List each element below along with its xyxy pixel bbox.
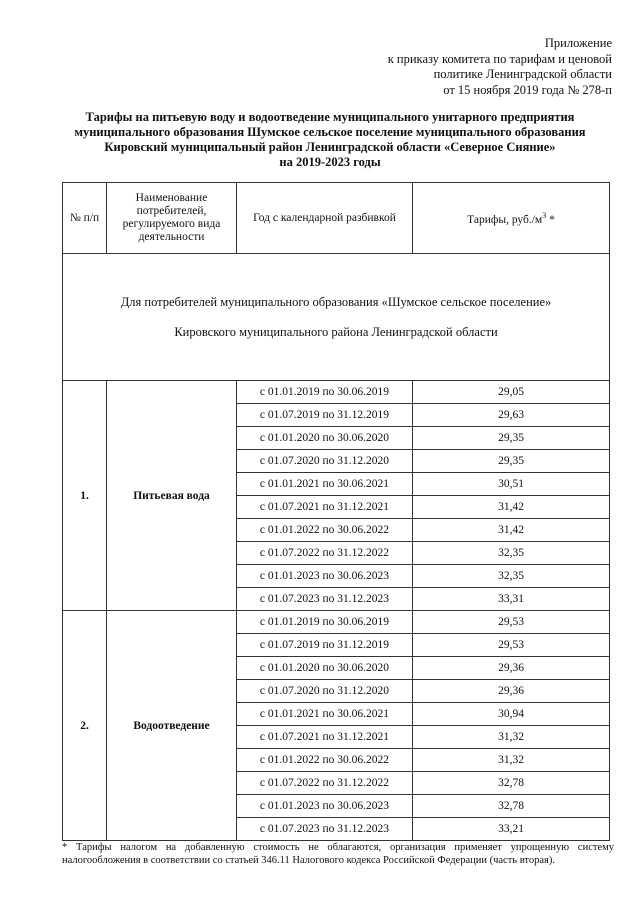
header-tariff-sup: 3 bbox=[542, 211, 547, 221]
header-num: № п/п bbox=[63, 183, 107, 254]
period-cell: с 01.01.2021 по 30.06.2021 bbox=[237, 703, 413, 726]
tariff-table-body bbox=[63, 183, 610, 841]
tariff-cell: 32,35 bbox=[413, 542, 610, 565]
appendix-line: от 15 ноября 2019 года № 278-п bbox=[443, 82, 612, 97]
tariff-cell: 31,42 bbox=[413, 496, 610, 519]
period-cell: с 01.01.2023 по 30.06.2023 bbox=[237, 565, 413, 588]
tariff-cell: 29,35 bbox=[413, 450, 610, 473]
document-title bbox=[40, 110, 620, 170]
tariff-cell: 30,94 bbox=[413, 703, 610, 726]
period-cell: с 01.01.2020 по 30.06.2020 bbox=[237, 657, 413, 680]
period-cell: с 01.07.2020 по 31.12.2020 bbox=[237, 680, 413, 703]
title-line: на 2019-2023 годы bbox=[279, 155, 381, 169]
header-consumer: Наименование потребителей, регулируемого вида деятельности bbox=[107, 183, 237, 254]
period-cell: с 01.07.2022 по 31.12.2022 bbox=[237, 772, 413, 795]
appendix-title: Приложение bbox=[544, 36, 612, 50]
tariff-cell: 29,36 bbox=[413, 657, 610, 680]
table-row bbox=[63, 611, 610, 634]
tariff-cell: 33,31 bbox=[413, 588, 610, 611]
appendix-line: к приказу комитета по тарифам и ценовой bbox=[387, 51, 612, 66]
period-cell: с 01.01.2022 по 30.06.2022 bbox=[237, 519, 413, 542]
tariff-cell: 29,36 bbox=[413, 680, 610, 703]
header-period: Год с календарной разбивкой bbox=[237, 183, 413, 254]
tariff-cell: 29,05 bbox=[413, 381, 610, 404]
service-number: 1. bbox=[63, 381, 107, 611]
period-cell: с 01.01.2020 по 30.06.2020 bbox=[237, 427, 413, 450]
table-header-row bbox=[63, 183, 610, 254]
period-cell: с 01.01.2021 по 30.06.2021 bbox=[237, 473, 413, 496]
tariff-cell: 30,51 bbox=[413, 473, 610, 496]
tariff-cell: 29,35 bbox=[413, 427, 610, 450]
tariff-cell: 29,63 bbox=[413, 404, 610, 427]
tariff-cell: 31,32 bbox=[413, 726, 610, 749]
tariff-cell: 29,53 bbox=[413, 634, 610, 657]
appendix-line: политике Ленинградской области bbox=[433, 67, 612, 81]
period-cell: с 01.07.2023 по 31.12.2023 bbox=[237, 588, 413, 611]
period-cell: с 01.01.2023 по 30.06.2023 bbox=[237, 795, 413, 818]
tariff-table bbox=[62, 182, 610, 841]
appendix-block bbox=[312, 36, 612, 98]
tariff-cell: 29,53 bbox=[413, 611, 610, 634]
tariff-cell: 32,35 bbox=[413, 565, 610, 588]
group-line: Кировского муниципального района Ленинградской области bbox=[174, 325, 498, 339]
tariff-cell: 32,78 bbox=[413, 795, 610, 818]
group-line: Для потребителей муниципального образования «Шумское сельское поселение» bbox=[120, 295, 552, 309]
period-cell: с 01.07.2019 по 31.12.2019 bbox=[237, 634, 413, 657]
title-line: Тарифы на питьевую воду и водоотведение муниципального унитарного предприятия bbox=[85, 110, 575, 124]
header-tariff-label: Тарифы, руб./м bbox=[467, 213, 543, 226]
period-cell: с 01.01.2019 по 30.06.2019 bbox=[237, 381, 413, 404]
period-cell: с 01.07.2021 по 31.12.2021 bbox=[237, 496, 413, 519]
tariff-cell: 32,78 bbox=[413, 772, 610, 795]
footnote: * Тарифы налогом на добавленную стоимость не облагаются, организация применяет упрощенную систему налогообложения в соответствии со статьей 346.11 Налогового кодекса Российской Федерации (часть вторая). bbox=[62, 842, 614, 866]
group-row bbox=[63, 254, 610, 381]
period-cell: с 01.07.2019 по 31.12.2019 bbox=[237, 404, 413, 427]
tariff-cell: 31,32 bbox=[413, 749, 610, 772]
period-cell: с 01.07.2022 по 31.12.2022 bbox=[237, 542, 413, 565]
service-number: 2. bbox=[63, 611, 107, 841]
tariff-cell: 33,21 bbox=[413, 818, 610, 841]
period-cell: с 01.07.2021 по 31.12.2021 bbox=[237, 726, 413, 749]
period-cell: с 01.07.2023 по 31.12.2023 bbox=[237, 818, 413, 841]
title-line: Кировский муниципальный район Ленинградской области «Северное Сияние» bbox=[104, 140, 556, 154]
period-cell: с 01.01.2022 по 30.06.2022 bbox=[237, 749, 413, 772]
service-name: Водоотведение bbox=[107, 611, 237, 841]
period-cell: с 01.07.2020 по 31.12.2020 bbox=[237, 450, 413, 473]
header-tariff bbox=[413, 183, 610, 254]
group-cell bbox=[63, 254, 610, 381]
service-name: Питьевая вода bbox=[107, 381, 237, 611]
title-line: муниципального образования Шумское сельское поселение муниципального образования bbox=[74, 125, 586, 139]
tariff-cell: 31,42 bbox=[413, 519, 610, 542]
table-row bbox=[63, 381, 610, 404]
period-cell: с 01.01.2019 по 30.06.2019 bbox=[237, 611, 413, 634]
header-tariff-mark: * bbox=[546, 213, 555, 226]
